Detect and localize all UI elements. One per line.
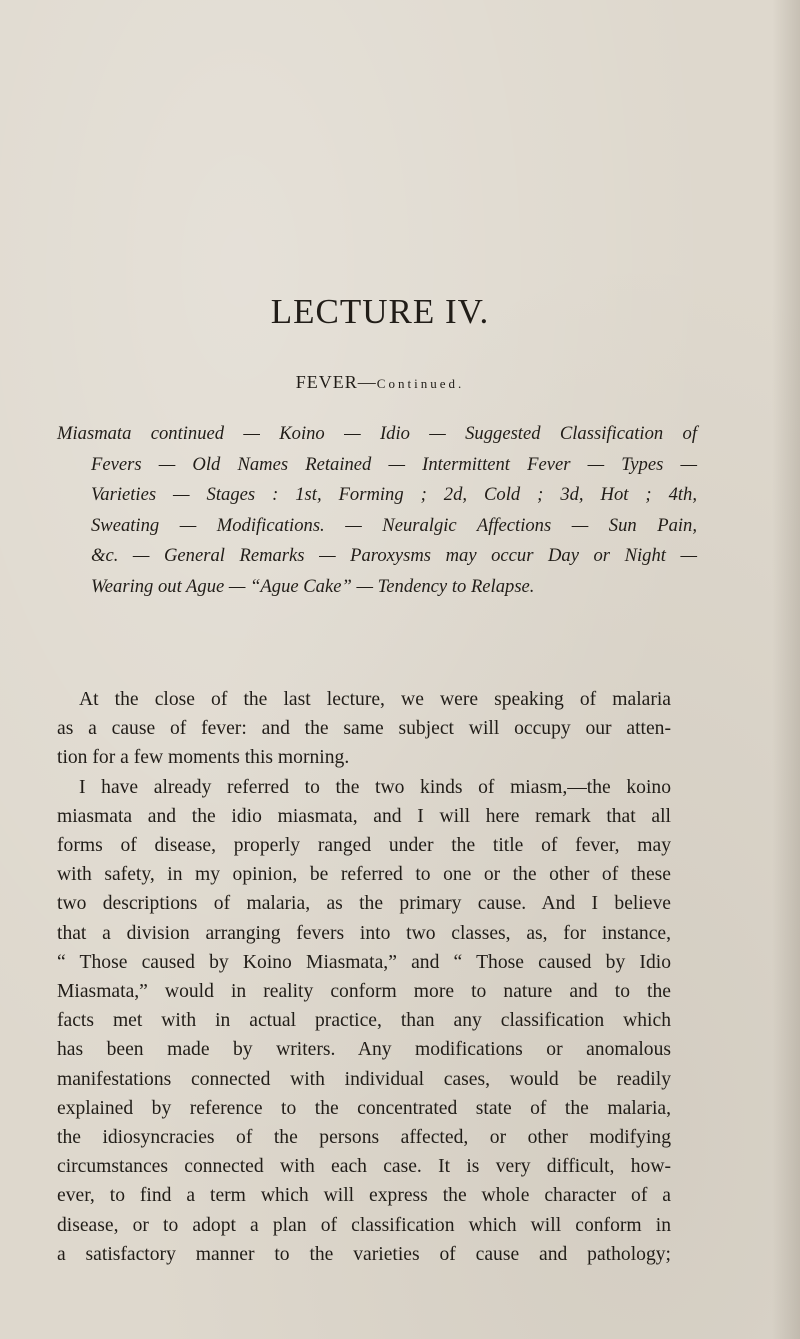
paragraph-2-line: miasmata and the idio miasmata, and I will here remark that all — [57, 805, 671, 827]
paragraph-1-line: tion for a few moments this morning. — [57, 747, 350, 769]
subtitle-dash: — — [357, 372, 377, 392]
paragraph-2-line: disease, or to adopt a plan of classification which will conform in — [57, 1214, 671, 1236]
paragraph-1-line: as a cause of fever: and the same subject will occupy our atten- — [57, 718, 671, 740]
subtitle-main: FEVER — [295, 372, 358, 392]
body-text — [57, 685, 671, 1269]
summary-line: Miasmata continued — Koino — Idio — Suggested Classification of — [57, 423, 697, 444]
chapter-subtitle — [0, 372, 760, 393]
paragraph-2-line: explained by reference to the concentrated state of the malaria, — [57, 1097, 671, 1119]
paragraph-2-line: that a division arranging fevers into two classes, as, for instance, — [57, 922, 671, 944]
paragraph-2-line: the idiosyncracies of the persons affected, or other modifying — [57, 1127, 671, 1149]
paragraph-2-line: Miasmata,” would in reality conform more to nature and to the — [57, 981, 671, 1003]
paragraph-2-line: manifestations connected with individual cases, would be readily — [57, 1068, 671, 1090]
paragraph-2-line: facts met with in actual practice, than any classification which — [57, 1010, 671, 1032]
summary-line: Sweating — Modifications. — Neuralgic Affections — Sun Pain, — [91, 514, 697, 536]
chapter-summary — [57, 419, 697, 602]
paragraph-2-line: a satisfactory manner to the varieties of cause and pathology; — [57, 1243, 671, 1265]
paragraph-2-line: I have already referred to the two kinds of miasm,—the koino — [79, 776, 671, 798]
paragraph-2-line: ever, to find a term which will express the whole character of a — [57, 1185, 671, 1207]
subtitle-continued: Continued. — [376, 376, 465, 391]
paragraph-2-line: forms of disease, properly ranged under the title of fever, may — [57, 835, 671, 857]
summary-line: Fevers — Old Names Retained — Intermittent Fever — Types — — [91, 453, 697, 475]
page-edge-shadow — [772, 0, 800, 1339]
paragraph-2-line: has been made by writers. Any modifications or anomalous — [57, 1039, 671, 1061]
summary-line: Wearing out Ague — “Ague Cake” — Tendency to Relapse. — [91, 575, 535, 597]
paragraph-2-line: with safety, in my opinion, be referred to one or the other of these — [57, 864, 671, 886]
paragraph-2-line: circumstances connected with each case. It is very difficult, how- — [57, 1156, 671, 1178]
summary-line: Varieties — Stages : 1st, Forming ; 2d, Cold ; 3d, Hot ; 4th, — [91, 484, 697, 505]
paragraph-2-line: two descriptions of malaria, as the primary cause. And I believe — [57, 893, 671, 915]
lecture-title: LECTURE IV. — [270, 292, 490, 331]
paragraph-2-line: “ Those caused by Koino Miasmata,” and “ Those caused by Idio — [57, 951, 671, 973]
paragraph-1-line: At the close of the last lecture, we were speaking of malaria — [79, 689, 671, 710]
summary-line: &c. — General Remarks — Paroxysms may occur Day or Night — — [91, 545, 697, 566]
